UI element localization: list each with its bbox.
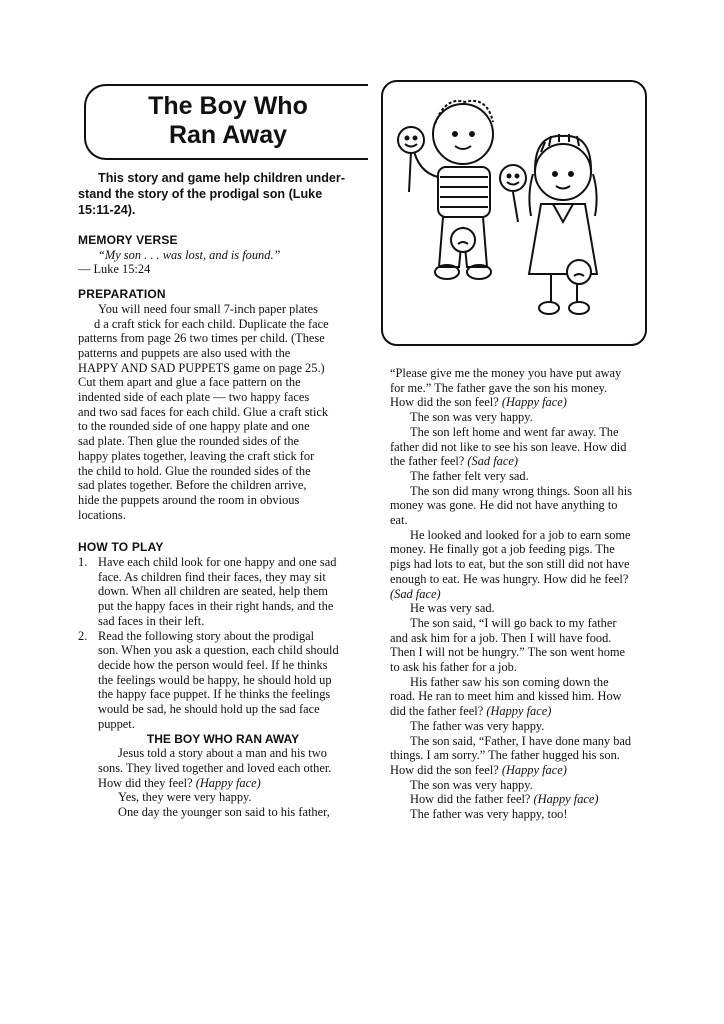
boy-shirt bbox=[438, 167, 490, 217]
how-to-play-steps bbox=[78, 555, 368, 820]
prep-line: patterns from page 26 two times per child. (These bbox=[78, 331, 325, 346]
cue-text: (Happy face) bbox=[501, 762, 567, 777]
step-line: son. When you ask a question, each child should bbox=[98, 643, 339, 658]
cue-text: (Sad face) bbox=[467, 454, 518, 469]
children-with-puppets-illustration bbox=[383, 82, 645, 344]
story-line: The son did many wrong things. Soon all his bbox=[410, 483, 632, 498]
intro-line: stand the story of the prodigal son (Luke bbox=[78, 187, 323, 201]
step-line: the happy face puppet. If he thinks the feelings bbox=[98, 687, 331, 702]
step-number: 2. bbox=[78, 628, 88, 643]
story-line: The son said, “I will go back to my father bbox=[410, 615, 617, 630]
story-text: How did they feel? bbox=[98, 775, 196, 790]
prep-line: patterns and puppets are also used with the bbox=[78, 345, 291, 360]
step-2 bbox=[78, 629, 368, 820]
prep-line: the child to hold. Glue the rounded sides of the bbox=[78, 463, 311, 478]
step-line: would be sad, he should hold up the sad face bbox=[98, 702, 320, 717]
page-title bbox=[92, 92, 364, 150]
step-line: sad faces in their left. bbox=[98, 613, 205, 628]
prep-line: and two sad faces for each child. Glue a craft stick bbox=[78, 404, 329, 419]
memory-verse-ref: — Luke 15:24 bbox=[78, 262, 151, 277]
story-line bbox=[390, 763, 642, 778]
intro-paragraph bbox=[78, 170, 363, 218]
intro-line: 15:11-24). bbox=[78, 203, 136, 217]
story-line: Then I will not be hungry.” The son went home bbox=[390, 645, 626, 660]
cue-text: (Happy face) bbox=[195, 775, 261, 790]
memory-verse-heading: MEMORY VERSE bbox=[78, 233, 178, 247]
cue-text: (Happy face) bbox=[486, 704, 552, 719]
story-line: to ask his father for a job. bbox=[390, 660, 517, 675]
story-line bbox=[390, 454, 642, 469]
preparation-text bbox=[78, 302, 368, 523]
memory-verse-text: “My son . . . was lost, and is found.” bbox=[98, 247, 281, 262]
story-line: He looked and looked for a job to earn some bbox=[410, 527, 631, 542]
cue-text: (Happy face) bbox=[501, 395, 567, 410]
cue-text: (Sad face) bbox=[390, 586, 441, 601]
happy-puppet bbox=[398, 127, 424, 153]
prep-line: locations. bbox=[78, 507, 126, 522]
title-line-1: The Boy Who bbox=[148, 92, 308, 120]
step-line: down. When all children are seated, help them bbox=[98, 584, 328, 599]
prep-line: sad plate. Then glue the rounded sides of the bbox=[78, 434, 300, 449]
prep-line: sad plates together. Before the children arrive, bbox=[78, 478, 307, 493]
cue-text: (Happy face) bbox=[533, 792, 599, 807]
step-line: face. As children find their faces, they may sit bbox=[98, 569, 326, 584]
story-line: and ask him for a job. Then I will have food. bbox=[390, 630, 612, 645]
story-text: How did the son feel? bbox=[390, 395, 502, 410]
story-line: The son left home and went far away. The bbox=[410, 424, 619, 439]
story-line: enough to eat. He was hungry. How did he feel? bbox=[390, 571, 629, 586]
preparation-heading: PREPARATION bbox=[78, 287, 166, 302]
story-line: He was very sad. bbox=[410, 601, 495, 616]
intro-line: This story and game help children under- bbox=[98, 171, 346, 185]
story-heading: THE BOY WHO RAN AWAY bbox=[146, 731, 300, 746]
title-line-2: Ran Away bbox=[168, 121, 288, 149]
prep-line: to the rounded side of one happy plate and one bbox=[78, 419, 310, 434]
prep-line: indented side of each plate — two happy faces bbox=[78, 390, 310, 405]
step-1 bbox=[78, 555, 368, 629]
story-line: The son was very happy. bbox=[410, 410, 533, 425]
story-line: pigs had lots to eat, but the son still did not have bbox=[390, 557, 630, 572]
story-line bbox=[98, 776, 368, 791]
step-line: put the happy faces in their right hands, and the bbox=[98, 599, 334, 614]
story-line: money. He finally got a job feeding pigs. The bbox=[390, 542, 615, 557]
story-line: sons. They lived together and loved each other. bbox=[98, 760, 332, 775]
prep-line: hide the puppets around the room in obvious bbox=[78, 492, 300, 507]
story-line: for me.” The father gave the son his money. bbox=[390, 380, 608, 395]
story-line: money was gone. He did not have anything to bbox=[390, 498, 618, 513]
prep-line: You will need four small 7-inch paper plates bbox=[98, 301, 319, 316]
story-line: His father saw his son coming down the bbox=[410, 674, 609, 689]
story-line bbox=[390, 704, 642, 719]
step-line: decide how the person would feel. If he thinks bbox=[98, 657, 328, 672]
prep-line: happy plates together, leaving the craft stick for bbox=[78, 448, 315, 463]
prep-line: HAPPY AND SAD PUPPETS game on page 25.) bbox=[78, 360, 325, 375]
story-line: Yes, they were very happy. bbox=[118, 790, 252, 805]
step-line: the feelings would be happy, he should hold up bbox=[98, 672, 332, 687]
story-line: The son was very happy. bbox=[410, 777, 533, 792]
story-line: The father was very happy, too! bbox=[410, 807, 568, 822]
prep-line: d a craft stick for each child. Duplicate the face bbox=[94, 316, 329, 331]
story-text: How did the father feel? bbox=[410, 792, 534, 807]
story-line: The son said, “Father, I have done many bad bbox=[410, 733, 632, 748]
story-line: eat. bbox=[390, 513, 408, 528]
story-line bbox=[390, 792, 642, 807]
story-text: did the father feel? bbox=[390, 704, 487, 719]
story-line: father did not like to see his son leave. How did bbox=[390, 439, 627, 454]
story-line bbox=[390, 395, 642, 410]
illustration-frame bbox=[381, 80, 647, 346]
story-line: The father was very happy. bbox=[410, 718, 545, 733]
story-line: road. He ran to meet him and kissed him. How bbox=[390, 689, 622, 704]
girl-head bbox=[535, 144, 591, 200]
story-text: How did the son feel? bbox=[390, 762, 502, 777]
story-line: Jesus told a story about a man and his two bbox=[118, 746, 327, 761]
how-to-play-heading: HOW TO PLAY bbox=[78, 540, 164, 555]
sad-puppet bbox=[451, 228, 475, 252]
step-line: puppet. bbox=[98, 716, 135, 731]
left-column bbox=[78, 233, 368, 820]
step-number: 1. bbox=[78, 555, 88, 570]
step-line: Have each child look for one happy and one sad bbox=[98, 555, 337, 570]
story-line: things. I am sorry.” The father hugged his son. bbox=[390, 748, 620, 763]
story-line: The father felt very sad. bbox=[410, 468, 529, 483]
step-line: Read the following story about the prodigal bbox=[98, 628, 315, 643]
story-line: “Please give me the money you have put away bbox=[390, 366, 622, 380]
story-text: the father feel? bbox=[390, 454, 468, 469]
story-line: One day the younger son said to his father, bbox=[118, 805, 330, 820]
boy-head bbox=[433, 104, 493, 164]
right-column bbox=[390, 366, 642, 822]
prep-line: Cut them apart and glue a face pattern on the bbox=[78, 375, 301, 390]
